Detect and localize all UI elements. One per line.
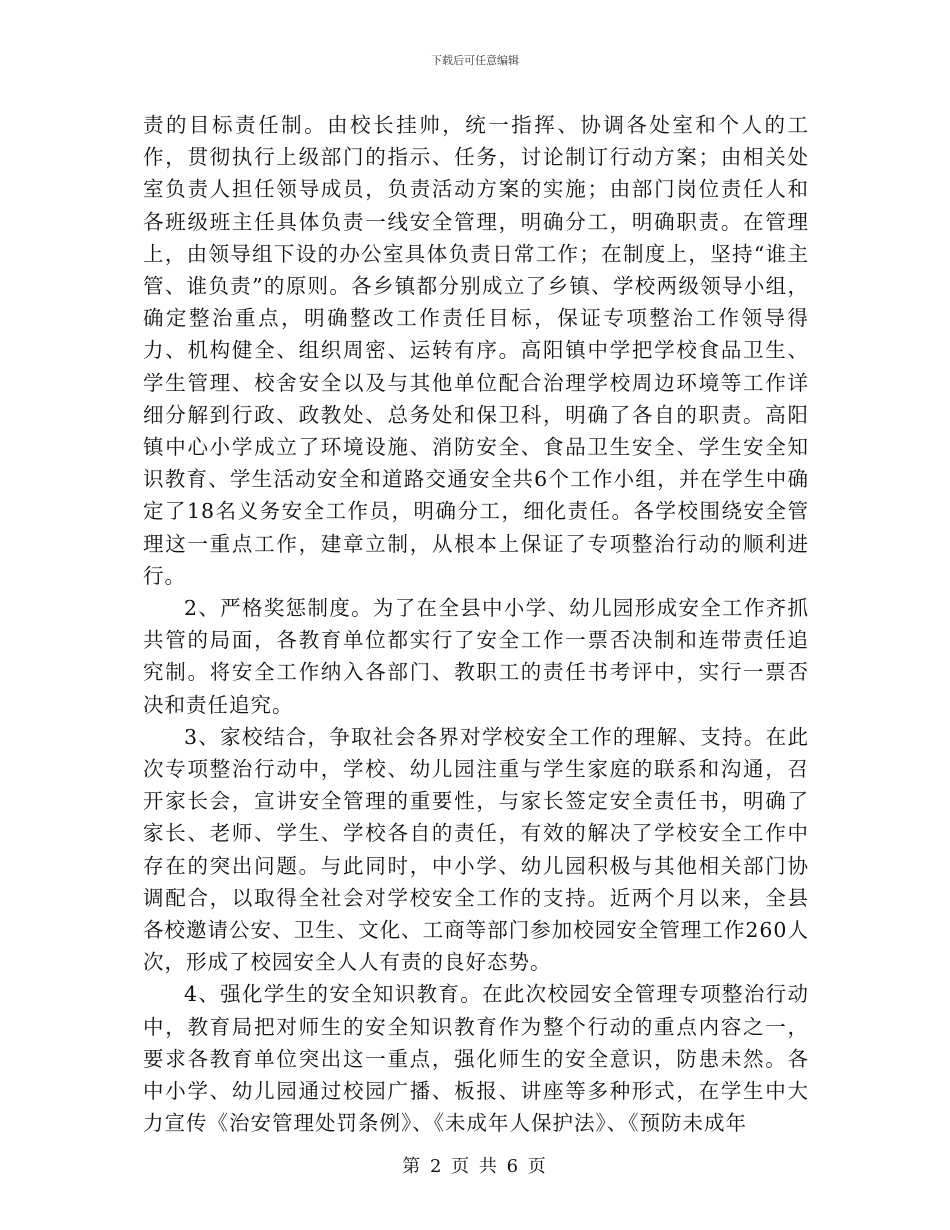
paragraph-2: 2、严格奖惩制度。为了在全县中小学、幼儿园形成安全工作齐抓共管的局面，各教育单位都实行了安全工作一票否决制和连带责任追究制。将安全工作纳入各部门、教职工的责任书考评中，实行一票否决和责任追究。: [143, 596, 809, 717]
paragraph-3: 3、家校结合，争取社会各界对学校安全工作的理解、支持。在此次专项整治行动中，学校、幼儿园注重与学生家庭的联系和沟通，召开家长会，宣讲安全管理的重要性，与家长签定安全责任书，明确了家长、老师、学生、学校各自的责任，有效的解决了学校安全工作中存在的突出问题。与此同时，中小学、幼儿园积极与其他相关部门协调配合，以取得全社会对学校安全工作的支持。近两个月以来，全县各校邀请公安、卫生、文化、工商等部门参加校园安全管理工作260人次，形成了校园安全人人有责的良好态势。: [143, 724, 809, 975]
page-header: 下载后可任意编辑: [431, 54, 519, 67]
page-number-footer: 第 2 页 共 6 页: [402, 1156, 548, 1177]
paragraph-4: 4、强化学生的安全知识教育。在此次校园安全管理专项整治行动中，教育局把对师生的安全知识教育作为整个行动的重点内容之一，要求各教育单位突出这一重点，强化师生的安全意识，防患未然。各中小学、幼儿园通过校园广播、板报、讲座等多种形式，在学生中大力宣传《治安管理处罚条例》、《未成年人保护法》、《预防未成年: [143, 982, 809, 1136]
document-body: [143, 109, 809, 1140]
paragraph-1: 责的目标责任制。由校长挂帅，统一指挥、协调各处室和个人的工作，贯彻执行上级部门的指示、任务，讨论制订行动方案；由相关处室负责人担任领导成员，负责活动方案的实施；由部门岗位责任人和各班级班主任具体负责一线安全管理，明确分工，明确职责。在管理上，由领导组下设的办公室具体负责日常工作；在制度上，坚持“谁主管、谁负责”的原则。各乡镇都分别成立了乡镇、学校两级领导小组，确定整治重点，明确整改工作责任目标，保证专项整治工作领导得力、机构健全、组织周密、运转有序。高阳镇中学把学校食品卫生、学生管理、校舍安全以及与其他单位配合治理学校周边环境等工作详细分解到行政、政教处、总务处和保卫科，明确了各自的职责。高阳镇中心小学成立了环境设施、消防安全、食品卫生安全、学生安全知识教育、学生活动安全和道路交通安全共6个工作小组，并在学生中确定了18名义务安全工作员，明确分工，细化责任。各学校围绕安全管理这一重点工作，建章立制，从根本上保证了专项整治行动的顺利进行。: [143, 113, 809, 588]
